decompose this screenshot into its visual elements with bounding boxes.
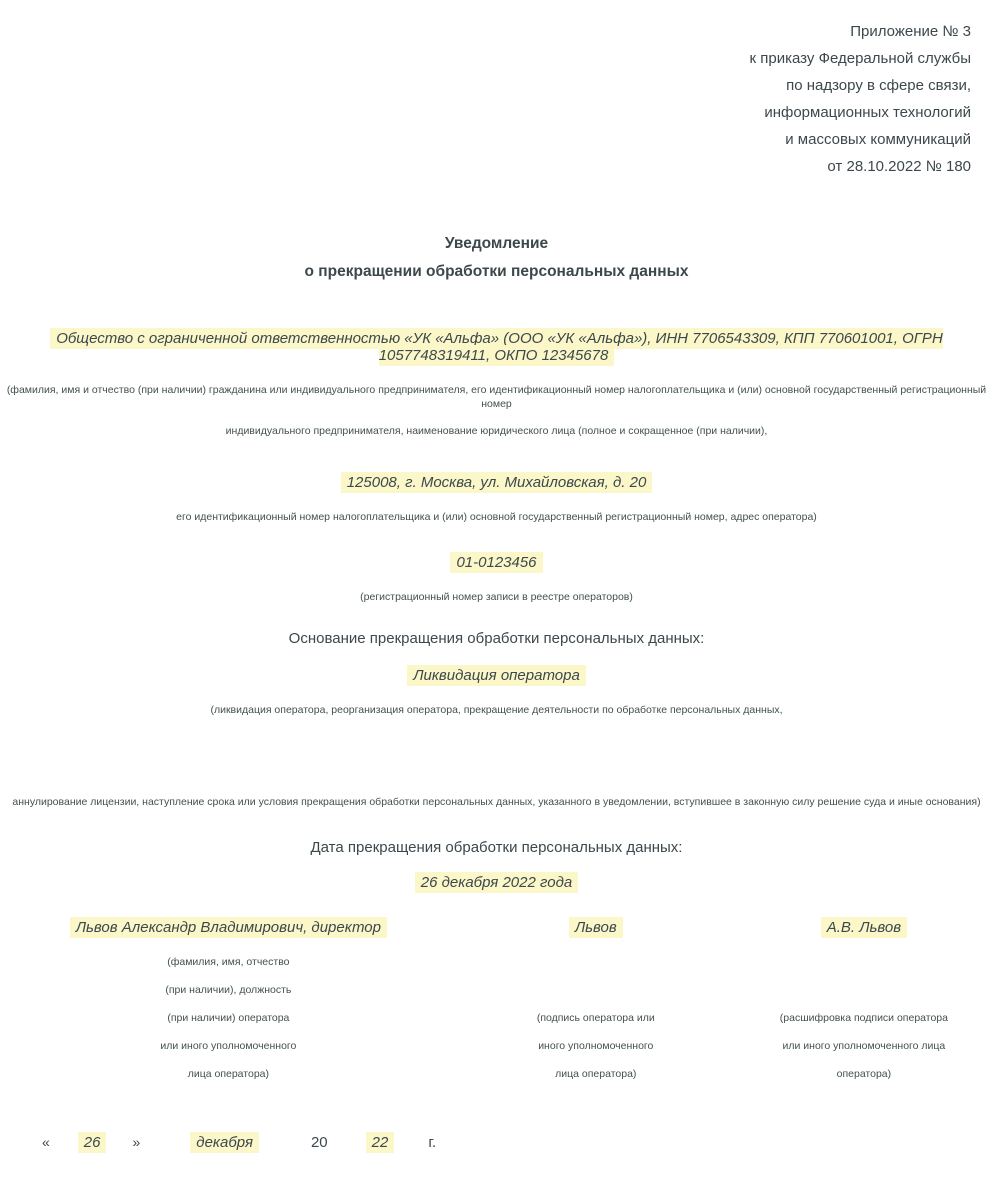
address-caption: его идентификационный номер налогоплательщика и (или) основной государственный регистрационный номер, адрес оператора): [176, 511, 817, 523]
transcript-field[interactable]: А.В. Львов: [821, 917, 907, 938]
operator-field-row: [0, 330, 993, 364]
reason-label: Основание прекращения обработки персональных данных:: [288, 630, 705, 647]
termination-date-field[interactable]: 26 декабря 2022 года: [415, 872, 578, 893]
caption-line: оператора): [836, 1068, 892, 1080]
caption-line: или иного уполномоченного лица: [782, 1040, 946, 1052]
signature-row: [569, 919, 623, 936]
caption-line: лица оператора): [187, 1068, 270, 1080]
signature-transcript-column: [735, 919, 993, 1088]
registry-number-row: [0, 554, 993, 571]
signatory-name-row: [70, 919, 387, 936]
reason-field[interactable]: Ликвидация оператора: [407, 665, 586, 686]
caption-line: (подпись оператора или: [536, 1012, 655, 1024]
signature-caption: [537, 1004, 655, 1088]
open-quote: «: [42, 1134, 50, 1150]
header-line: от 28.10.2022 № 180: [827, 158, 971, 175]
address-field-row: [0, 474, 993, 491]
signature-block: [0, 919, 993, 1088]
signatory-name-caption: [160, 948, 296, 1088]
header-line: информационных технологий: [764, 104, 971, 121]
operator-caption-line1: (фамилия, имя и отчество (при наличии) гражданина или индивидуального предпринимателя, его идентификационный номер налогоплательщика и (или) основной государственный регистрационный номер: [6, 384, 987, 410]
signature-sign-column: [457, 919, 735, 1088]
caption-line: (при наличии), должность: [165, 984, 292, 996]
transcript-row: [821, 919, 907, 936]
caption-line: иного уполномоченного: [538, 1040, 654, 1052]
date-month-field[interactable]: декабря: [190, 1132, 259, 1153]
signature-name-column: [0, 919, 457, 1088]
header-line: по надзору в сфере связи,: [786, 77, 971, 94]
caption-line: (фамилия, имя, отчество: [167, 956, 290, 968]
operator-address-field[interactable]: 125008, г. Москва, ул. Михайловская, д. 20: [341, 472, 653, 493]
header-line: и массовых коммуникаций: [785, 131, 971, 148]
header-line: Приложение № 3: [850, 23, 971, 40]
header-line: к приказу Федеральной службы: [749, 50, 971, 67]
appendix-header: [0, 0, 993, 180]
document-title-line1: Уведомление: [444, 235, 549, 252]
document-date-row: [0, 1132, 993, 1153]
registry-number-caption: (регистрационный номер записи в реестре операторов): [360, 591, 633, 603]
date-year-suffix: г.: [428, 1134, 437, 1151]
close-quote: »: [132, 1134, 141, 1150]
document-title: [0, 230, 993, 286]
caption-line: лица оператора): [555, 1068, 637, 1080]
termination-date-label: Дата прекращения обработки персональных данных:: [310, 839, 683, 856]
document-title-line2: о прекращении обработки персональных данных: [304, 263, 689, 280]
date-day-field[interactable]: 26: [78, 1132, 107, 1153]
signatory-name-field[interactable]: Львов Александр Владимирович, директор: [70, 917, 387, 938]
operator-name-field[interactable]: Общество с ограниченной ответственностью «УК «Альфа» (ООО «УК «Альфа»), ИНН 7706543309, КПП 770601001, ОГРН 1057748319411, ОКПО 12345678: [50, 328, 943, 366]
reason-caption-line2: аннулирование лицензии, наступление срока или условия прекращения обработки персональных данных, указанного в уведомлении, вступившее в законную силу решение суда и иные основания): [12, 796, 981, 808]
caption-line: или иного уполномоченного: [160, 1040, 297, 1052]
caption-line: (при наличии) оператора: [167, 1012, 290, 1024]
signature-field[interactable]: Львов: [569, 917, 623, 938]
termination-date-row: [0, 874, 993, 891]
reason-field-row: [0, 667, 993, 684]
caption-line: (расшифровка подписи оператора: [779, 1012, 948, 1024]
date-century: 20: [310, 1134, 328, 1151]
registry-number-field[interactable]: 01-0123456: [450, 552, 542, 573]
operator-caption-line2: индивидуального предпринимателя, наименование юридического лица (полное и сокращенное (при наличии),: [225, 425, 768, 437]
transcript-caption: [780, 1004, 948, 1088]
date-year-field[interactable]: 22: [366, 1132, 395, 1153]
reason-caption-line1: (ликвидация оператора, реорганизация оператора, прекращение деятельности по обработке персональных данных,: [210, 704, 783, 716]
